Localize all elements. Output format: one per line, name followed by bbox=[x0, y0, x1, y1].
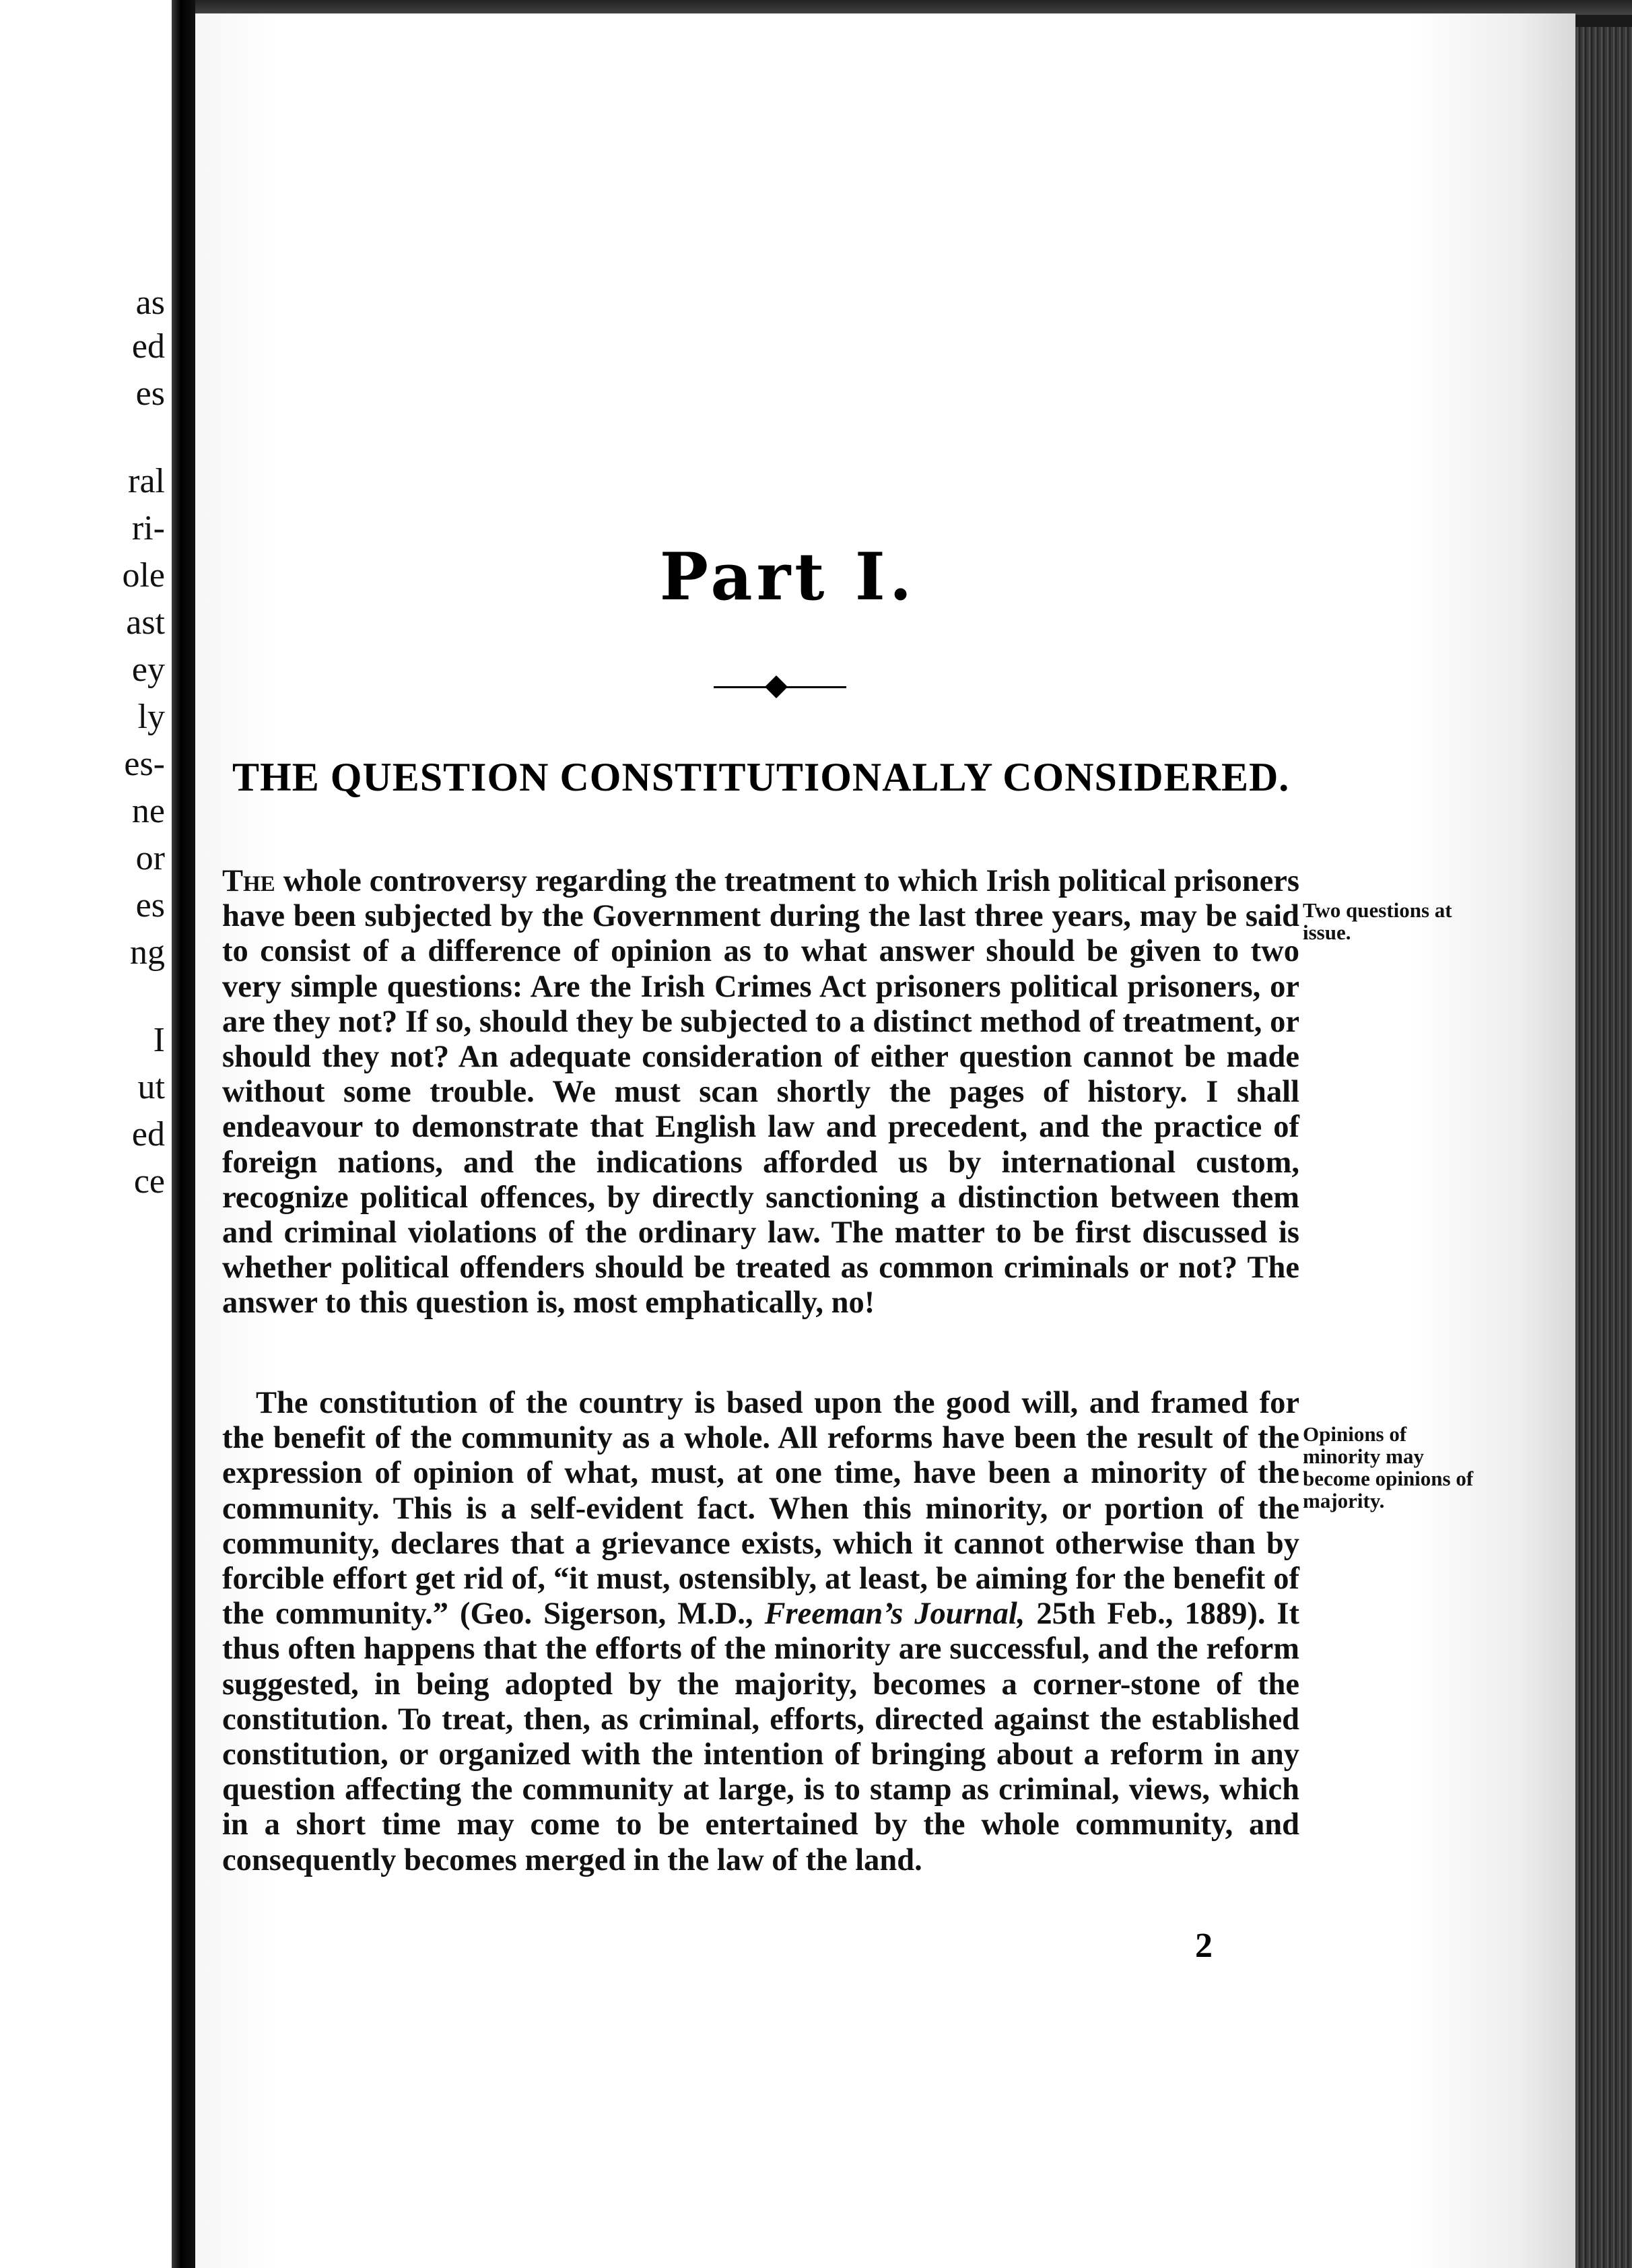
paragraph-text: 25th Feb., 1889). It thus often happens that the efforts of the minority are successful, and the reform suggested, in being adopted by the majority, becomes a corner-stone of the constitution. To treat, then, as criminal, efforts, directed against the established constitution, or organized with the intention of bringing about a reform in any question affecting the community at large, is to stamp as criminal, views, which in a short time may come to be entertained by the whole community, and consequently becomes merged in the law of the land. bbox=[222, 1597, 1299, 1877]
diamond-icon bbox=[765, 675, 788, 698]
fragment-text: es bbox=[135, 886, 165, 925]
page-number: 2 bbox=[1195, 1927, 1213, 1965]
fragment-text: ed bbox=[131, 327, 165, 366]
fragment-text: ly bbox=[137, 698, 165, 736]
fragment-text: ne bbox=[131, 792, 165, 830]
fragment-text: es- bbox=[124, 745, 165, 783]
fragment-text: ey bbox=[131, 651, 165, 689]
fragment-text: or bbox=[135, 839, 165, 877]
fragment-text: ng bbox=[130, 933, 165, 972]
part-heading: Part I. bbox=[659, 539, 916, 615]
page-top-edge bbox=[195, 0, 1632, 15]
fragment-text: ri- bbox=[131, 509, 165, 547]
fragment-text: ed bbox=[131, 1115, 165, 1154]
divider-ornament bbox=[700, 677, 855, 697]
page-stack-edge bbox=[1575, 27, 1632, 2268]
book-gutter bbox=[172, 0, 195, 2268]
fragment-text: es bbox=[135, 374, 165, 413]
ornament-line bbox=[786, 686, 846, 688]
fragment-text: ole bbox=[122, 556, 165, 595]
fragment-text: ce bbox=[133, 1162, 165, 1201]
fragment-text: I bbox=[153, 1021, 165, 1059]
paragraph-text: whole controversy regarding the treatment to which Irish political prisoners have been subjected by the Government during the last three years, may be said to consist of a difference of opinion as to what answer should be given to two very simple questions: Are the Irish Crimes Act prisoners political prisoners, or are they not? If so, should they be subjected to a distinct method of treatment, or should they not? An adequate consideration of either question cannot be made without some trouble. We must scan shortly the pages of history. I shall endeavour to demonstrate that English law and precedent, and the practice of foreign nations, and the indications afforded us by international custom, recognize political offences, by directly sanctioning a distinction between them and criminal violations of the ordinary law. The matter to be first discussed is whether political offenders should be treated as common criminals or not? The answer to this question is, most emphatically, no! bbox=[222, 864, 1299, 1321]
fragment-text: ut bbox=[137, 1068, 165, 1106]
fragment-text: ast bbox=[126, 603, 165, 642]
margin-note: Two questions at issue. bbox=[1303, 898, 1452, 944]
paragraph-lead-word: The bbox=[222, 864, 275, 898]
section-title: THE QUESTION CONSTITUTIONALLY CONSIDERED. bbox=[232, 755, 1290, 799]
journal-title: Freeman’s Journal, bbox=[764, 1597, 1025, 1632]
paragraph bbox=[222, 864, 1299, 1321]
paragraph-text: The constitution of the country is based upon the good will, and framed for the benefit of the community as a whole. All reforms have been the result of the expression of opinion of what, must, at one time, have been a minority of the community. This is a self-evident fact. When this minority, or portion of the community, declares that a grievance exists, which it cannot otherwise than by forcible effort get rid of, “it must, ostensibly, at least, be aiming for the benefit of the community.” (Geo. Sigerson, M.D., bbox=[222, 1386, 1299, 1632]
facing-page-fragment bbox=[0, 0, 172, 2268]
ornament-line bbox=[714, 686, 768, 688]
paragraph bbox=[222, 1386, 1299, 1878]
margin-note: Opinions of minority may become opinions of majority. bbox=[1303, 1422, 1474, 1512]
fragment-text: ral bbox=[128, 462, 165, 500]
fragment-text: as bbox=[135, 284, 165, 322]
